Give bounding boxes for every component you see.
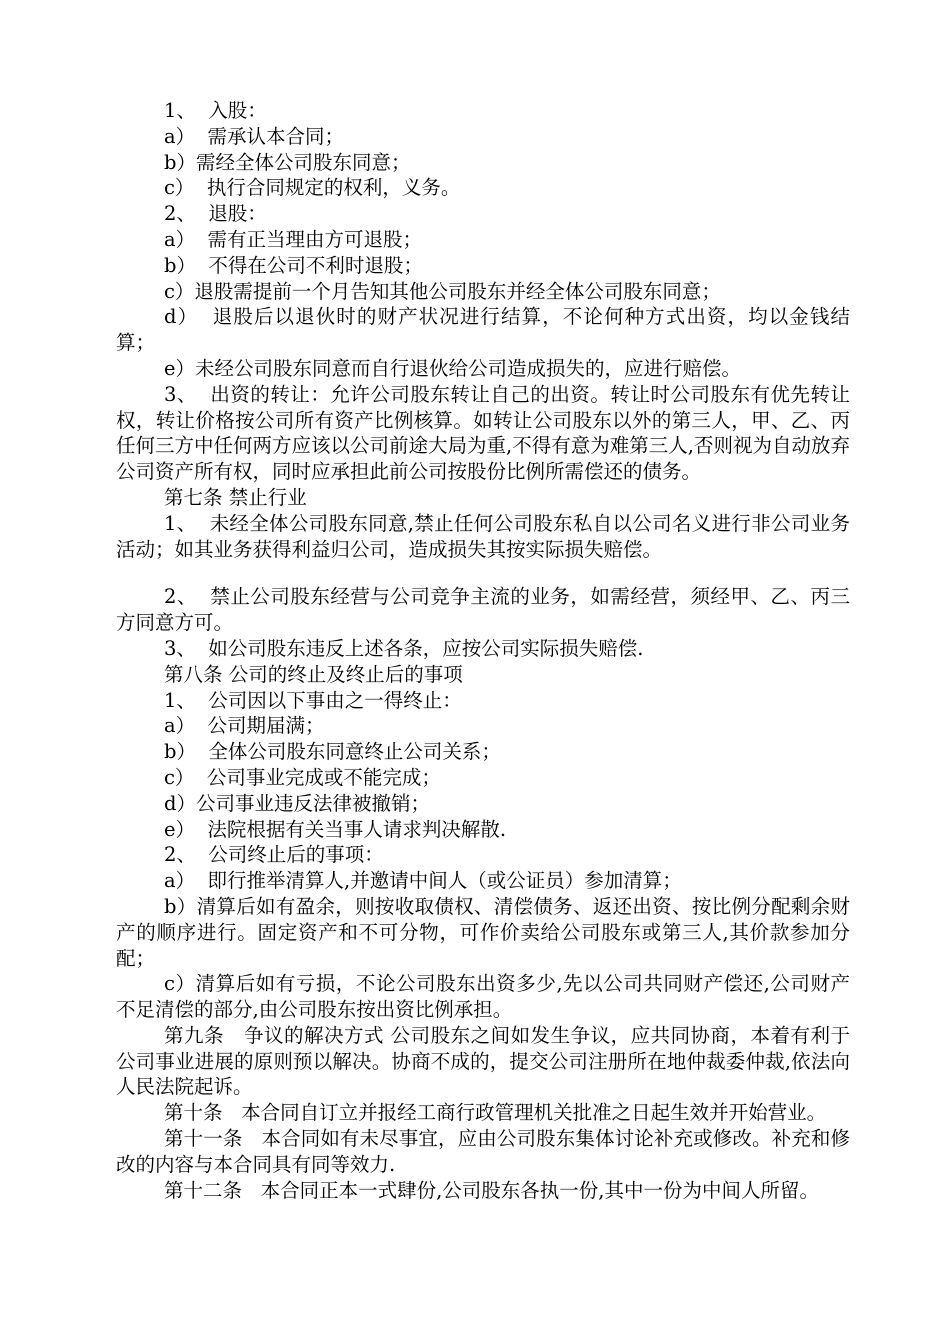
article-10: 第十条 本合同自订立并报经工商行政管理机关批准之日起生效并开始营业。 [164, 1101, 827, 1125]
after-termination-item-a: a） 即行推举清算人,并邀请中间人（或公证员）参加清算； [164, 869, 682, 893]
article-8-item-2: 2、 公司终止后的事项： [164, 843, 384, 867]
termination-item-b: b） 全体公司股东同意终止公司关系； [164, 740, 501, 764]
termination-item-e: e） 法院根据有关当事人请求判决解散. [164, 817, 507, 841]
termination-item-c: c） 公司事业完成或不能完成； [164, 765, 441, 789]
article-7-item-3: 3、 如公司股东违反上述各条，应按公司实际损失赔偿. [164, 636, 644, 660]
termination-item-d: d）公司事业违反法律被撤销； [164, 791, 430, 815]
entry-item-c: c） 执行合同规定的权利，义务。 [164, 176, 461, 200]
exit-item-a: a） 需有正当理由方可退股； [164, 227, 423, 251]
article-12: 第十二条 本合同正本一式肆份,公司股东各执一份,其中一份为中间人所留。 [164, 1178, 819, 1202]
article-7-item-2: 2、 禁止公司股东经营与公司竞争主流的业务，如需经营，须经甲、乙、丙三方同意方可。 [116, 585, 850, 635]
article-8-heading: 第八条 公司的终止及终止后的事项 [164, 662, 463, 686]
exit-item-b: b） 不得在公司不利时退股； [164, 253, 423, 277]
article-8-item-1: 1、 公司因以下事由之一得终止： [164, 688, 462, 712]
after-termination-item-b: b）清算后如有盈余，则按收取债权、清偿债务、返还出资、按比例分配剩余财产的顺序进行。固定资产和不可分物，可作价卖给公司股东或第三人,其价款参加分配； [116, 894, 850, 970]
article-9: 第九条 争议的解决方式 公司股东之间如发生争议，应共同协商，本着有利于公司事业进展的原则预以解决。协商不成的，提交公司注册所在地仲裁委仲裁,依法向人民法院起诉。 [116, 1023, 850, 1099]
document-page [116, 98, 850, 1203]
exit-item-d: d） 退股后以退伙时的财产状况进行结算，不论何种方式出资，均以金钱结算； [116, 305, 850, 355]
exit-item-e: e）未经公司股东同意而自行退伙给公司造成损失的，应进行赔偿。 [164, 356, 742, 380]
article-7-item-1: 1、 未经全体公司股东同意,禁止任何公司股东私自以公司名义进行非公司业务活动；如其业务获得利益归公司，造成损失其按实际损失赔偿。 [116, 511, 850, 561]
blank-line [116, 562, 850, 584]
clause-transfer: 3、 出资的转让：允许公司股东转让自己的出资。转让时公司股东有优先转让权，转让价格按公司所有资产比例核算。如转让公司股东以外的第三人，甲、乙、丙任何三方中任何两方应该以公司前途大局为重,不得有意为难第三人,否则视为自动放弃公司资产所有权，同时应承担此前公司按股份比例所需偿还的债务。 [116, 382, 850, 484]
article-7-heading: 第七条 禁止行业 [164, 485, 307, 509]
entry-item-a: a） 需承认本合同； [164, 124, 345, 148]
article-11: 第十一条 本合同如有未尽事宜，应由公司股东集体讨论补充或修改。补充和修改的内容与本合同具有同等效力. [116, 1127, 850, 1176]
clause-exit-heading: 2、 退股： [164, 202, 267, 226]
termination-item-a: a） 公司期届满； [164, 714, 325, 738]
exit-item-c: c）退股需提前一个月告知其他公司股东并经全体公司股东同意； [164, 279, 721, 303]
clause-entry-heading: 1、 入股： [164, 99, 267, 122]
after-termination-item-c: c）清算后如有亏损，不论公司股东出资多少,先以公司共同财产偿还,公司财产不足清偿的部分,由公司股东按出资比例承担。 [116, 972, 850, 1022]
entry-item-b: b）需经全体公司股东同意； [164, 150, 411, 174]
